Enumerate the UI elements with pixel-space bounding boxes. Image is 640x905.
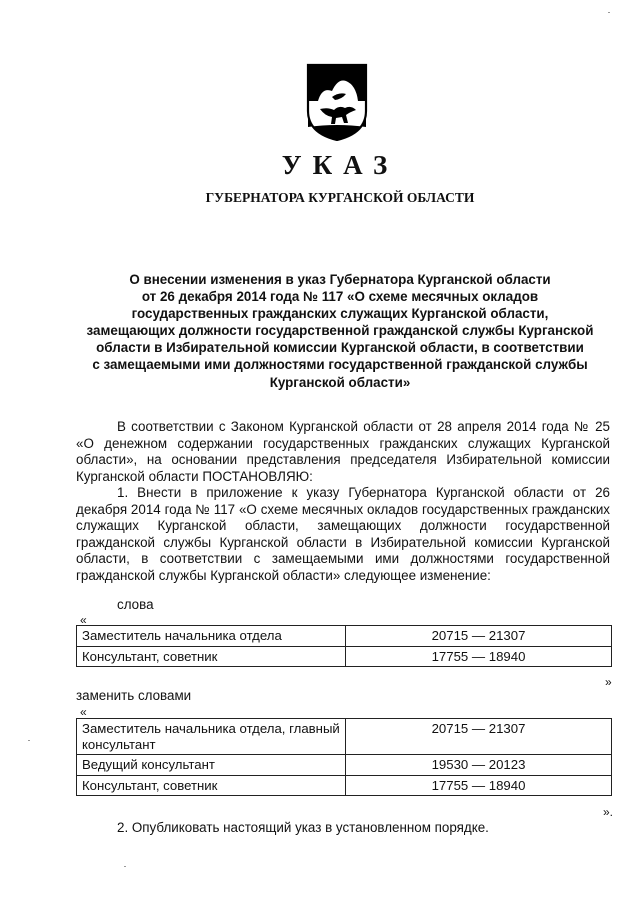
document-title: УКАЗ	[281, 150, 399, 180]
preamble-paragraph: В соответствии с Законом Курганской области от 28 апреля 2014 года № 25 «О денежном содержании государственных гражданских служащих Курганской области», на основании представления председателя Избирательной комиссии Курганской области ПОСТАНОВЛЯЮ:	[76, 419, 610, 484]
open-quote: «	[80, 705, 87, 719]
item-2-paragraph: 2. Опубликовать настоящий указ в установленном порядке.	[117, 820, 489, 835]
document-subject	[70, 271, 610, 391]
salary-cell: 17755 — 18940	[346, 775, 612, 796]
table-row	[77, 719, 612, 755]
scan-speck	[608, 12, 610, 13]
coat-of-arms-icon	[306, 63, 368, 141]
position-cell: Ведущий консультант	[77, 755, 346, 776]
subject-line: от 26 декабря 2014 года № 117 «О схеме месячных окладов	[141, 289, 539, 305]
item-1-paragraph: 1. Внести в приложение к указу Губернатора Курганской области от 26 декабря 2014 года № 117 «О схеме месячных окладов государственных гражданских служащих Курганской области, замещающих должности государственной гражданской службы Курганской области в Избирательной комиссии Курганской области, в соответствии с замещаемыми ими должностями государственной гражданской службы Курганской области» следующее изменение:	[76, 485, 610, 583]
salary-cell: 20715 — 21307	[346, 719, 612, 755]
replace-label: заменить словами	[76, 688, 192, 703]
subject-line: с замещаемыми ими должностями государственной гражданской службы	[92, 357, 588, 373]
position-cell: Консультант, советник	[77, 775, 346, 796]
table-row	[77, 626, 612, 647]
old-positions-table	[76, 625, 612, 667]
salary-cell: 17755 — 18940	[346, 646, 612, 667]
table-row	[77, 755, 612, 776]
close-quote-final: ».	[603, 805, 614, 819]
position-cell: Заместитель начальника отдела, главный консультант	[77, 719, 346, 755]
table-row	[77, 646, 612, 667]
open-quote: «	[80, 613, 87, 627]
scan-speck	[124, 866, 126, 867]
subject-line: государственных гражданских служащих Курганской области,	[131, 306, 549, 322]
salary-cell: 20715 — 21307	[346, 626, 612, 647]
new-positions-table	[76, 718, 612, 796]
subject-line: замещающих должности государственной гражданской службы Курганской	[86, 323, 594, 339]
subject-line: Курганской области»	[269, 374, 411, 390]
document-issuer: ГУБЕРНАТОРА КУРГАНСКОЙ ОБЛАСТИ	[205, 190, 475, 205]
table-row	[77, 775, 612, 796]
subject-line: области в Избирательной комиссии Курганской области, в соответствии	[96, 340, 584, 356]
close-quote: »	[605, 675, 612, 689]
subject-line: О внесении изменения в указ Губернатора Курганской области	[129, 272, 551, 287]
position-cell: Консультант, советник	[77, 646, 346, 667]
scan-speck	[28, 740, 30, 741]
salary-cell: 19530 — 20123	[346, 755, 612, 776]
position-cell: Заместитель начальника отдела	[77, 626, 346, 647]
words-label: слова	[117, 597, 154, 612]
